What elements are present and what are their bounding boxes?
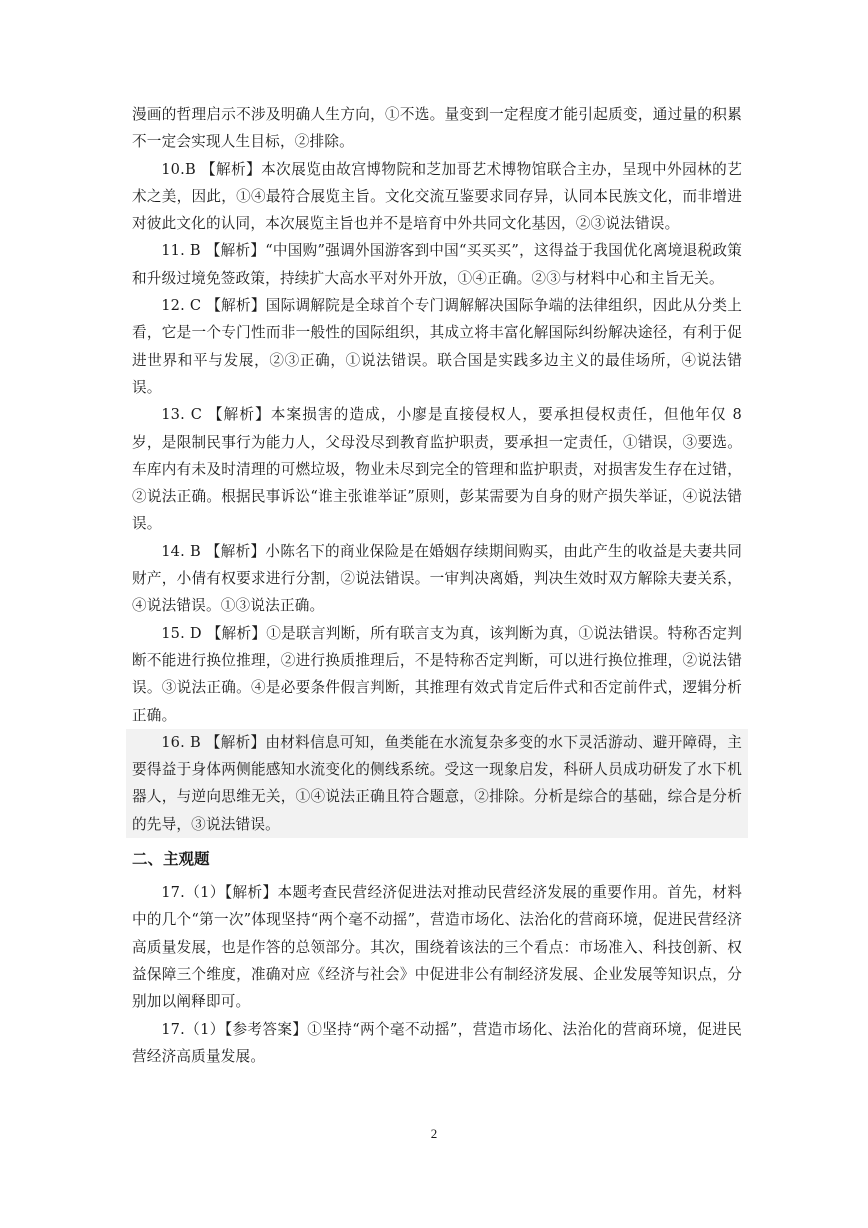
answer-paragraph-13: 13. C 【解析】本案损害的造成，小廖是直接侵权人，要承担侵权责任，但他年仅 8 岁，是限制民事行为能力人，父母没尽到教育监护职责，要承担一定责任，①错误，③要选。车库内有未及时清理的可燃垃圾，物业未尽到完全的管理和监护职责，对损害发生存在过错，②说法正确。根据民事诉讼“谁主张谁举证”原则，彭某需要为自身的财产损失举证，④说法错误。: [132, 406, 742, 533]
answer-paragraph-15: 15. D 【解析】①是联言判断，所有联言支为真，该判断为真，①说法错误。特称否定判断不能进行换位推理，②进行换质推理后，不是特称否定判断，可以进行换位推理，②说法错误。③说法正确。④是必要条件假言判断，其推理有效式肯定后件式和否定前件式，逻辑分析正确。: [132, 624, 742, 724]
page-number: 2: [430, 1126, 438, 1141]
answer-paragraph-10: 10.B 【解析】本次展览由故宫博物院和芝加哥艺术博物馆联合主办，呈现中外园林的艺术之美，因此，①④最符合展览主旨。文化交流互鉴要求同存异，认同本民族文化，而非增进对彼此文化的认同，本次展览主旨也并不是培育中外共同文化基因，②③说法错误。: [132, 160, 742, 233]
answer-paragraph-17-analysis: 17.（1）【解析】本题考查民营经济促进法对推动民营经济发展的重要作用。首先，材料中的几个“第一次”体现坚持“两个毫不动摇”，营造市场化、法治化的营商环境，促进民营经济高质量发展，也是作答的总领部分。其次，围绕着该法的三个看点：市场准入、科技创新、权益保障三个维度，准确对应《经济与社会》中促进非公有制经济发展、企业发展等知识点，分别加以阐释即可。: [132, 884, 742, 1011]
document-body: [132, 101, 742, 1070]
answer-paragraph-12: 12. C 【解析】国际调解院是全球首个专门调解解决国际争端的法律组织，因此从分类上看，它是一个专门性而非一般性的国际组织，其成立将丰富化解国际纠纷解决途径，有利于促进世界和平与发展，②③正确，①说法错误。联合国是实践多边主义的最佳场所，④说法错误。: [132, 297, 742, 396]
answer-paragraph-11: 11. B 【解析】“中国购”强调外国游客到中国“买买买”，这得益于我国优化离境退税政策和升级过境免签政策，持续扩大高水平对外开放，①④正确。②③与材料中心和主旨无关。: [132, 242, 742, 287]
section-heading: 二、主观题: [132, 850, 210, 869]
answer-paragraph-17-reference: 17.（1）【参考答案】①坚持“两个毫不动摇”，营造市场化、法治化的营商环境，促进民营经济高质量发展。: [132, 1020, 742, 1065]
answer-paragraph-16: 16. B 【解析】由材料信息可知，鱼类能在水流复杂多变的水下灵活游动、避开障碍，主要得益于身体两侧能感知水流变化的侧线系统。受这一现象启发，科研人员成功研发了水下机器人，与逆向思维无关，①④说法正确且符合题意，②排除。分析是综合的基础，综合是分析的先导，③说法错误。: [126, 729, 748, 838]
answer-paragraph-14: 14. B 【解析】小陈名下的商业保险是在婚姻存续期间购买，由此产生的收益是夫妻共同财产，小倩有权要求进行分割，②说法错误。一审判决离婚，判决生效时双方解除夫妻关系，④说法错误。①③说法正确。: [132, 542, 742, 615]
paragraph-continuation: 漫画的哲理启示不涉及明确人生方向，①不选。量变到一定程度才能引起质变，通过量的积累不一定会实现人生目标，②排除。: [132, 106, 742, 151]
